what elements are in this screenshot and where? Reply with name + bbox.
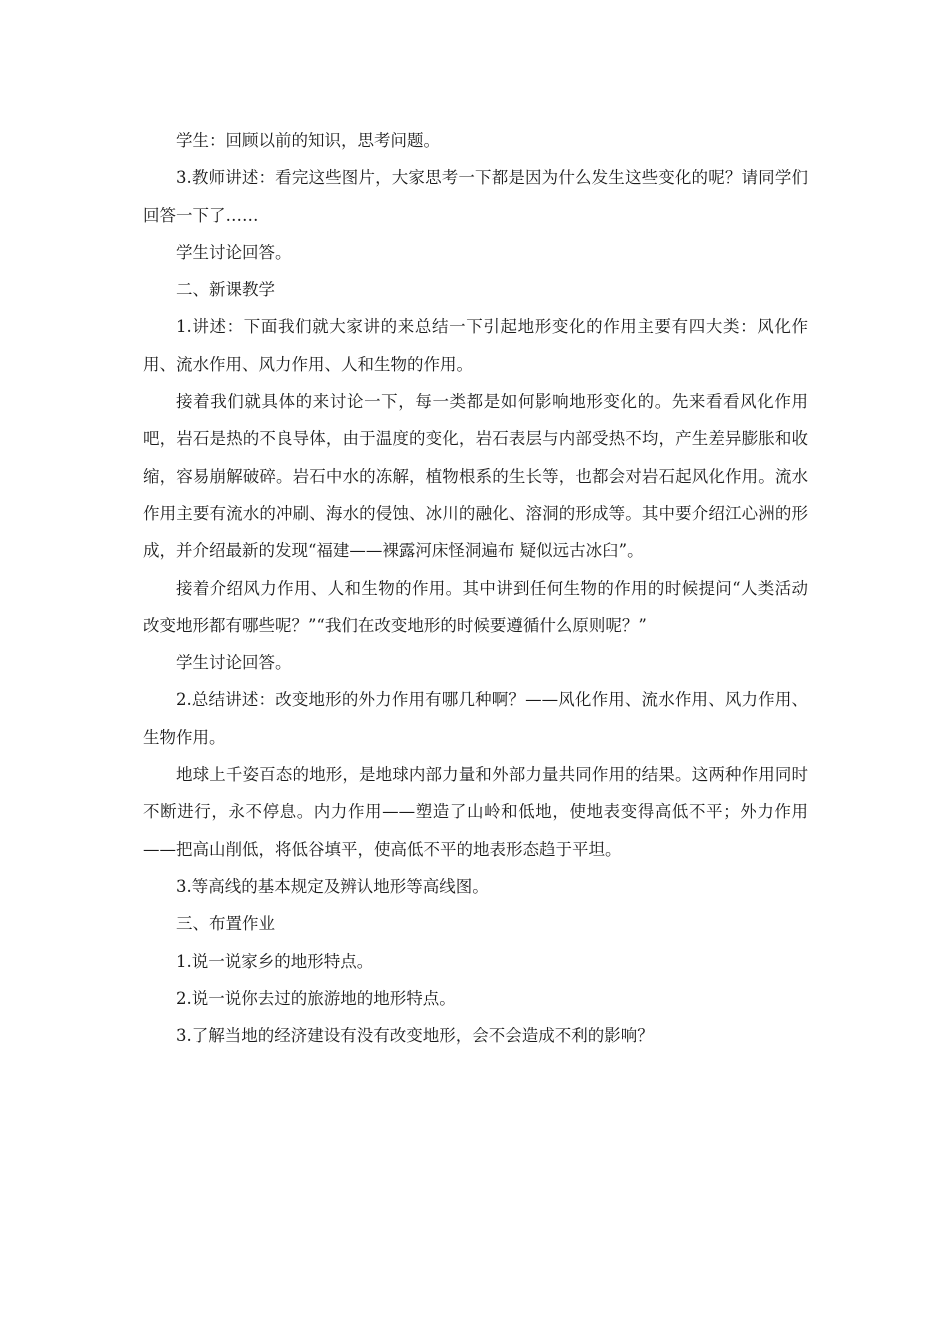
document-body (143, 122, 808, 1054)
paragraph: 3.教师讲述：看完这些图片，大家思考一下都是因为什么发生这些变化的呢？请同学们回答一下了…… (143, 168, 808, 225)
paragraph: 学生讨论回答。 (176, 242, 292, 262)
paragraph: 2.总结讲述：改变地形的外力作用有哪几种啊？——风化作用、流水作用、风力作用、生物作用。 (143, 690, 808, 747)
list-item: 2.说一说你去过的旅游地的地形特点。 (176, 988, 456, 1008)
paragraph: 学生：回顾以前的知识，思考问题。 (176, 131, 440, 150)
paragraph: 1.讲述：下面我们就大家讲的来总结一下引起地形变化的作用主要有四大类：风化作用、流水作用、风力作用、人和生物的作用。 (143, 317, 808, 374)
paragraph: 接着介绍风力作用、人和生物的作用。其中讲到任何生物的作用的时候提问“人类活动改变地形都有哪些呢？”“我们在改变地形的时候要遵循什么原则呢？” (143, 578, 808, 635)
section-heading: 三、布置作业 (176, 914, 275, 934)
paragraph: 地球上千姿百态的地形，是地球内部力量和外部力量共同作用的结果。这两种作用同时不断进行，永不停息。内力作用——塑造了山岭和低地，使地表变得高低不平；外力作用——把高山削低，将低谷填平，使高低不平的地表形态趋于平坦。 (143, 765, 808, 859)
paragraph: 学生讨论回答。 (176, 653, 292, 673)
list-item: 1.说一说家乡的地形特点。 (176, 951, 374, 971)
list-item: 3.了解当地的经济建设有没有改变地形，会不会造成不利的影响？ (176, 1026, 654, 1046)
section-heading: 二、新课教学 (176, 280, 275, 300)
paragraph: 接着我们就具体的来讨论一下，每一类都是如何影响地形变化的。先来看看风化作用吧，岩石是热的不良导体，由于温度的变化，岩石表层与内部受热不均，产生差异膨胀和收缩，容易崩解破碎。岩石中水的冻解，植物根系的生长等，也都会对岩石起风化作用。流水作用主要有流水的冲刷、海水的侵蚀、冰川的融化、溶洞的形成等。其中要介绍江心洲的形成，并介绍最新的发现“福建——裸露河床怪洞遍布 疑似远古冰臼”。 (143, 392, 808, 561)
paragraph: 3.等高线的基本规定及辨认地形等高线图。 (176, 876, 489, 896)
